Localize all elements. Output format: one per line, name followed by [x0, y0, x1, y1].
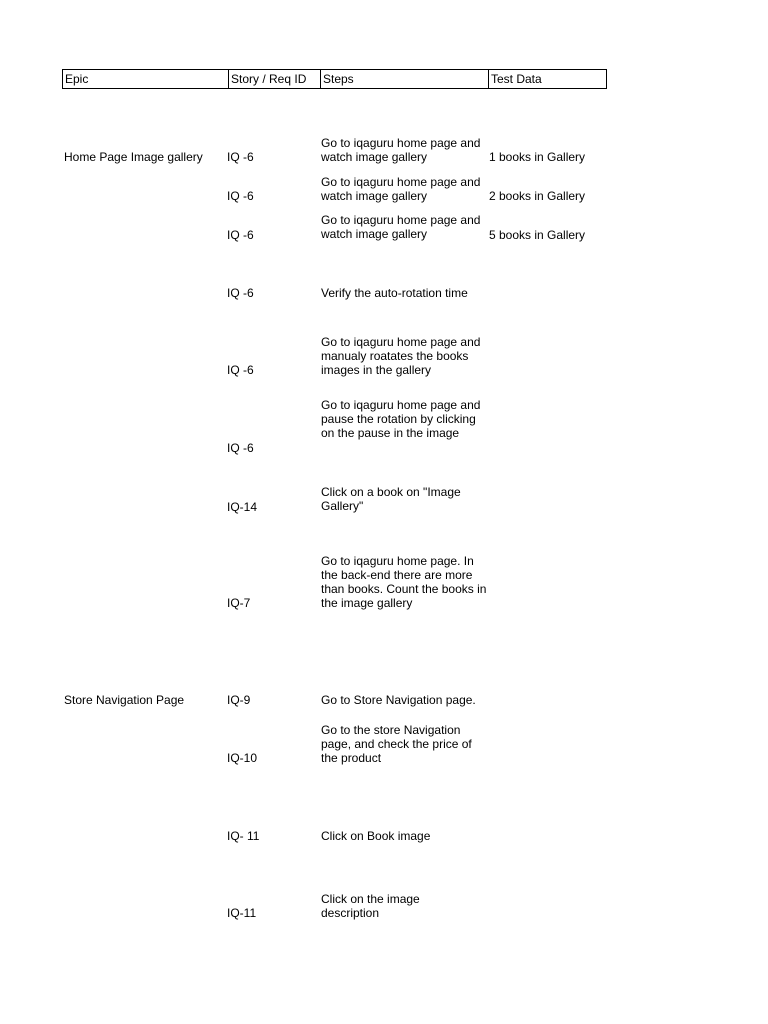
row-7-steps: Click on a book on "Image Gallery": [321, 485, 461, 513]
row-1-epic: Home Page Image gallery: [64, 150, 203, 164]
row-5-steps: Go to iqaguru home page and manualy roatates the books images in the gallery: [321, 335, 481, 377]
row-2-test-data: 2 books in Gallery: [489, 189, 586, 203]
row-12-steps: Click on the image description: [321, 892, 420, 920]
row-3-test-data: 5 books in Gallery: [489, 228, 586, 242]
header-test-data: Test Data: [488, 70, 606, 88]
row-11-steps: Click on Book image: [321, 829, 431, 843]
row-4-req-id: IQ -6: [227, 286, 254, 300]
header-steps: Steps: [320, 70, 488, 88]
row-5-req-id: IQ -6: [227, 363, 254, 377]
row-3-req-id: IQ -6: [227, 228, 254, 242]
row-1-test-data: 1 books in Gallery: [489, 150, 586, 164]
row-11-req-id: IQ- 11: [227, 829, 260, 843]
row-1-req-id: IQ -6: [227, 150, 254, 164]
row-6-steps: Go to iqaguru home page and pause the rotation by clicking on the pause in the image: [321, 398, 481, 440]
row-9-epic: Store Navigation Page: [64, 693, 185, 707]
row-2-steps: Go to iqaguru home page and watch image gallery: [321, 175, 481, 203]
row-6-req-id: IQ -6: [227, 441, 254, 455]
row-8-steps: Go to iqaguru home page. In the back-end there are more than books. Count the books in the image gallery: [321, 554, 487, 610]
row-10-req-id: IQ-10: [227, 751, 258, 765]
row-9-req-id: IQ-9: [227, 693, 251, 707]
row-7-req-id: IQ-14: [227, 500, 258, 514]
header-story-req-id: Story / Req ID: [228, 70, 320, 88]
table-header: [62, 69, 607, 89]
row-2-req-id: IQ -6: [227, 189, 254, 203]
row-1-steps: Go to iqaguru home page and watch image gallery: [321, 136, 481, 164]
row-4-steps: Verify the auto-rotation time: [321, 286, 468, 300]
header-epic: Epic: [65, 72, 89, 86]
row-12-req-id: IQ-11: [227, 906, 257, 920]
row-9-steps: Go to Store Navigation page.: [321, 693, 476, 707]
row-8-req-id: IQ-7: [227, 596, 251, 610]
row-3-steps: Go to iqaguru home page and watch image gallery: [321, 213, 481, 241]
row-10-steps: Go to the store Navigation page, and check the price of the product: [321, 723, 472, 765]
